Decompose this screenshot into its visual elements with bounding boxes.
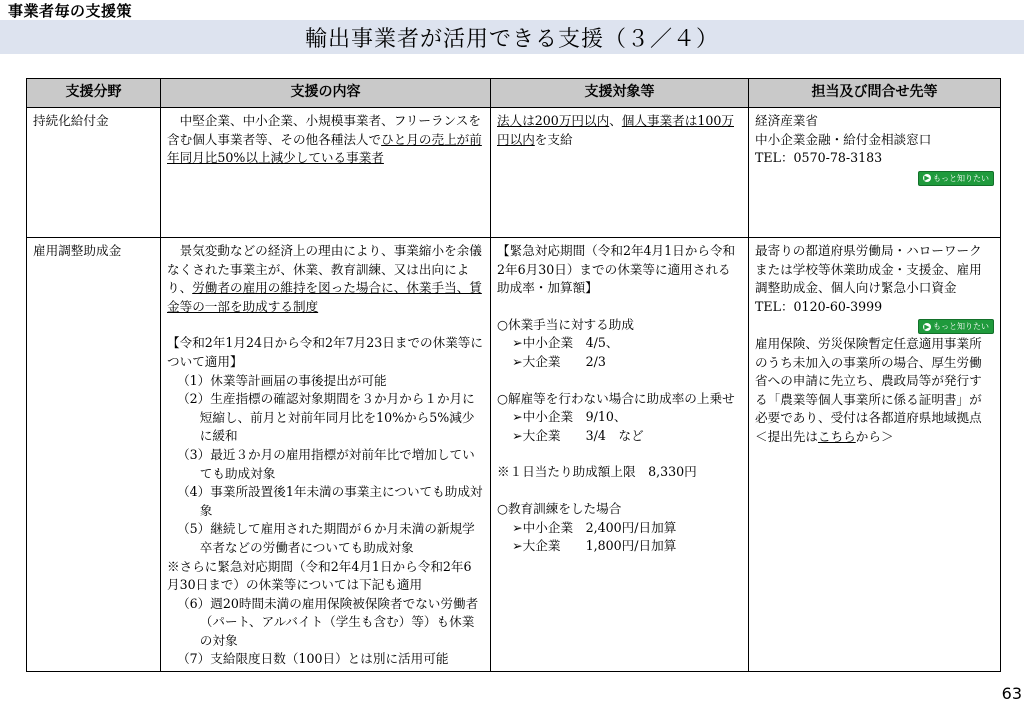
arrow-right-icon: ▶ — [924, 322, 930, 331]
row2-contact-submit — [755, 428, 994, 447]
row2-target-rate: ➢中小企業 2,400円/日加算 — [512, 519, 677, 535]
section-label: 事業者毎の支援策 — [8, 2, 133, 20]
row2-contact — [749, 238, 1001, 672]
support-table — [26, 78, 1001, 672]
page-number: 63 — [1001, 684, 1022, 703]
row2-content-item: （7）支給限度日数（100日）とは別に活用可能 — [177, 651, 449, 667]
header-content: 支援の内容 — [161, 79, 491, 108]
row1-content-text: 中堅企業、中小企業、小規模事業者、フリーランスを含む個人事業者等、その他各種法人で — [167, 113, 481, 147]
row2-contact-submit-post: から＞ — [855, 428, 894, 444]
row1-field: 持続化給付金 — [27, 108, 161, 238]
row2-contact-note: 雇用保険、労災保険暫定任意適用事業所のうち未加入の事業所の場合、厚生労働省への申請に先立ち、農政局等が発行する「農業等個人事業所に係る証明書」が必要であり、受付は各都道府県地域拠点 — [755, 335, 982, 426]
row2-contact-text: 最寄りの都道府県労働局・ハローワークまたは学校等休業助成金・支援金、雇用調整助成金、個人向け緊急小口資金 — [755, 243, 982, 296]
row2-target-rate: ➢大企業 1,800円/日加算 — [512, 538, 677, 554]
row2-target-limit: ※１日当たり助成額上限 8,330円 — [497, 464, 697, 480]
row2-target-group-title: ○教育訓練をした場合 — [497, 500, 622, 516]
row2-target-rate: ➢大企業 2/3 — [512, 353, 606, 369]
row2-target-rate: ➢中小企業 4/5、 — [512, 335, 619, 351]
row2-content-item: （4）事業所設置後1年未満の事業主についても助成対象 — [177, 484, 483, 518]
header-contact: 担当及び問合せ先等 — [749, 79, 1001, 108]
row2-content-item: （1）休業等計画届の事後提出が可能 — [177, 372, 387, 388]
row2-content-note: ※さらに緊急対応期間（令和2年4月1日から令和2年6月30日まで）の休業等については下記も適用 — [167, 558, 472, 593]
row1-content — [161, 108, 491, 238]
row1-target — [491, 108, 749, 238]
row2-content-item: （2）生産指標の確認対象期間を３か月から１か月に短縮し、前月と対前年同月比を10%から5%減少に緩和 — [177, 391, 475, 444]
row1-target-sep: 、 — [609, 113, 622, 128]
page-title: 輸出事業者が活用できる支援（３／４） — [304, 27, 719, 52]
row2-target-group-title: ○解雇等を行わない場合に助成率の上乗せ — [497, 390, 735, 406]
row2-content — [161, 238, 491, 672]
row1-target-indiv: 個人事業者は100万円以内 — [497, 113, 734, 147]
submission-link[interactable]: こちら — [817, 428, 856, 444]
learn-more-label: もっと知りたい — [933, 173, 989, 183]
learn-more-button[interactable] — [918, 171, 994, 186]
learn-more-button[interactable] — [918, 319, 994, 334]
row1-target-tail: を支給 — [534, 131, 573, 147]
arrow-right-icon: ▶ — [924, 174, 930, 183]
row1-contact-line: 中小企業金融・給付金相談窓口 — [755, 131, 932, 147]
row1-contact-line: TEL：0570-78-3183 — [755, 150, 883, 166]
row2-content-intro: 景気変動などの経済上の理由により、事業縮小を余儀なくされた事業主が、休業、教育訓練、又は出向により、 — [167, 243, 482, 296]
row2-content-item: （3）最近３か月の雇用指標が対前年比で増加していても助成対象 — [177, 446, 475, 481]
row2-contact-submit-pre: ＜提出先は — [755, 428, 818, 444]
table-row — [27, 108, 1001, 238]
row2-content-period: 【令和2年1月24日から令和2年7月23日までの休業等について適用】 — [167, 335, 483, 369]
row2-content-item: （6）週20時間未満の雇用保険被保険者でない労働者（パート、アルバイト（学生も含む）等）も休業の対象 — [177, 595, 479, 648]
learn-more-label: もっと知りたい — [933, 322, 989, 332]
row2-target-rate: ➢中小企業 9/10、 — [512, 409, 627, 425]
row1-target-corp: 法人は200万円以内 — [497, 113, 610, 128]
row2-content-item: （5）継続して雇用された期間が６か月未満の新規学卒者などの労働者についても助成対象 — [177, 521, 475, 555]
row1-contact-line: 経済産業省 — [755, 113, 818, 128]
header-field: 支援分野 — [27, 79, 161, 108]
row2-target-period: 【緊急対応期間（令和2年4月1日から令和2年6月30日）までの休業等に適用される助成率・加算額】 — [497, 243, 736, 296]
table-row — [27, 238, 1001, 672]
row2-contact-tel: TEL：0120-60-3999 — [755, 298, 883, 314]
row2-field: 雇用調整助成金 — [27, 238, 161, 672]
row2-target-rate: ➢大企業 3/4 など — [512, 427, 644, 443]
row1-content-underlined: ひと月の売上が前年同月比50%以上減少している事業者 — [167, 131, 482, 166]
table-header-row — [27, 79, 1001, 108]
row2-target-group-title: ○休業手当に対する助成 — [497, 316, 634, 332]
row1-contact — [749, 108, 1001, 238]
row2-target — [491, 238, 749, 672]
header-target: 支援対象等 — [491, 79, 749, 108]
row2-content-intro-underlined: 労働者の雇用の維持を図った場合に、休業手当、賃金等の一部を助成する制度 — [167, 280, 482, 314]
